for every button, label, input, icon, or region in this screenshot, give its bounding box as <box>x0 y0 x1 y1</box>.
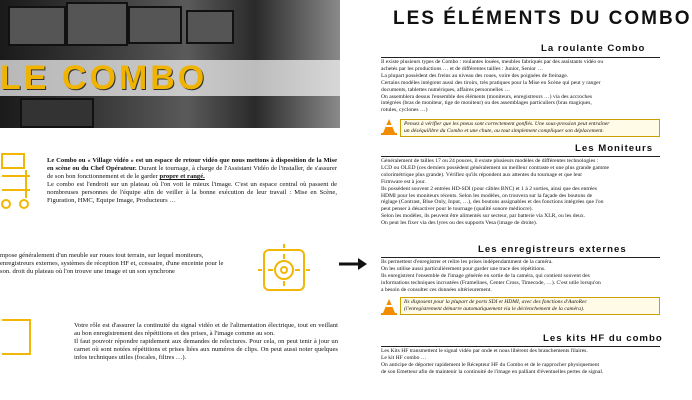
section-divider <box>381 346 660 347</box>
text-line: Ils permettent d'enregistrer et relire les prises indépendamment de la caméra. <box>381 259 553 265</box>
text-line: On anticipe de déporter rapidement le Récepteur HF du Combo et de le rapprocher physiquement <box>381 361 600 368</box>
intro-text: Durant le tournage, à charge de l'Assistant Vidéo de l'installer, de s'assurer de son bon fonctionnement et de le garder <box>47 165 338 181</box>
note-line: Ils disposent pour la plupart de ports SDI et HDMI, avec des fonctions d'AutoRec <box>404 299 587 305</box>
text-line: intégrées (bras de moniteur, tige de moniteur) ou des assemblages particuliers (bras magiques, <box>381 100 592 107</box>
section-text-roulante <box>381 59 660 114</box>
intro-bold-end: propre et rangé. <box>159 173 205 181</box>
section-text-moniteurs <box>381 158 660 227</box>
text-line: colorimétrique plus grande). Vérifiez qu'ils répondent aux attentes du tournage et que leur <box>381 171 583 178</box>
section-heading-roulante: La roulante Combo <box>541 43 646 54</box>
text-line: de son Emetteur afin de maintenir la continuité de l'image en palliant d'éventuelles pertes de signal. <box>381 368 604 375</box>
gear-screen-icon <box>256 242 312 298</box>
section-divider <box>381 156 660 157</box>
intro-lead: Le Combo ou « Village vidéo » est un espace de retour vidéo que nous mettons à disposition de la Mise en scène ou du Chef Opérateur. <box>47 157 337 173</box>
section-heading-moniteurs: Les Moniteurs <box>575 143 654 154</box>
note-roulante <box>400 119 660 137</box>
text-line: informations techniques incrustées (Framelines, Center Cross, Timecode, …). C'est utile lorsqu'on <box>381 279 601 286</box>
text-line: Il existe plusieurs types de Combo : roulantes louées, meubles fabriqués par des assistants vidéo ou <box>381 59 604 65</box>
text-line: achetés par les productions … et de différentes tailles : Junior, Senior … <box>381 65 544 72</box>
page-title: LES ÉLÉMENTS DU COMBO <box>393 8 692 29</box>
text-line: On peut les fixer via des lyres ou des supports Vesa (image de droite). <box>381 220 538 227</box>
traffic-cone-icon <box>380 298 398 316</box>
note-line: un déséquilibre du Combo et une chute, ou tout simplement compliquer son déplacement. <box>404 127 604 134</box>
text-line: peut penser à désactiver pour le tournage (qualité sonore médiocre). <box>381 206 533 213</box>
monitor-photo <box>128 6 182 44</box>
text-line: Généralement de tailles 17 ou 24 pouces, il existe plusieurs modèles de différentes technologies : <box>381 158 599 164</box>
text-line: Ils enregistrent l'ensemble de l'image générée en sortie de la caméra, qui contient souvent des <box>381 272 590 279</box>
note-line: Pensez à vérifier que les pneus sont correctement gonflés. Une sous-pression peut entraîner <box>404 121 610 127</box>
section-text-enregistreurs <box>381 259 660 294</box>
text-line: rotules, cyclones …) <box>381 107 428 114</box>
text-line: réglage (Contrast, Blue Only, Input, …), des boutons assignables et des fonctions intégrées que l'on <box>381 199 604 206</box>
section-heading-kits-hf: Les kits HF du combo <box>543 333 663 344</box>
note-line: (l'enregistrement démarre automatiquement via le déclenchement de la caméra). <box>404 305 585 312</box>
combo-cart-icon <box>0 150 36 212</box>
note-enregistreurs <box>400 297 660 315</box>
text-line: On les utilise aussi particulièrement pour garder une trace des répétitions. <box>381 265 546 272</box>
text-line: Firmware est à jour. <box>381 178 426 185</box>
banner-title-strip <box>0 60 340 96</box>
text-line: LCD ou OLED (ces derniers possèdent généralement un meilleur contraste et une plus grande gamme <box>381 164 610 171</box>
intro-paragraph <box>47 157 337 206</box>
compose-paragraph: mpose généralement d'un meuble sur roues tout terrain, sur lequel moniteurs, enregistreurs externes, systèmes de réception HF et, ccessaire, d'une enceinte pour le son. droit du plateau où l'on trouve une image et un son synchrone <box>0 252 224 276</box>
monitor-photo <box>8 6 66 46</box>
banner-title: LE COMBO <box>0 59 208 97</box>
monitor-photo <box>186 10 234 44</box>
text-line: HDMI pour les moniteurs récents. Selon les modèles, on trouvera sur la façade des boutons de <box>381 192 593 199</box>
arrow-right-icon <box>338 256 368 272</box>
traffic-cone-icon <box>380 118 398 136</box>
text-line: Certains modèles intègrent aussi des tiroirs, très pratiques pour la Mise en Scène qui peut y ranger <box>381 79 601 86</box>
text-line: Les Kits HF transmettent le signal vidéo par onde et nous libèrent des branchements filaires. <box>381 348 588 354</box>
text-line: documents, tablettes numériques, affaires personnelles … <box>381 86 510 93</box>
role-text-2: Il faut pouvoir répondre rapidement aux demandes de relectures. Pour cela, on peut tenir à jour un carnet où sont notées répétitions et prises liées aux numéros de clips. On peut aussi noter quelques infos techniques utiles (focales, filtres …). <box>74 338 338 362</box>
text-line: Ils possèdent souvent 2 entrées HD-SDI (pour câbles BNC) et 1 à 2 sorties, ainsi que des entrées <box>381 185 597 192</box>
role-paragraph <box>74 322 338 362</box>
monitor-frame-icon <box>0 316 34 360</box>
text-line: a besoin de consulter ces données ultérieurement. <box>381 286 492 293</box>
text-line: Selon les modèles, ils peuvent être alimentés sur secteur, par batterie via XLR, ou les deux. <box>381 213 586 220</box>
section-text-kits-hf <box>381 348 660 376</box>
section-heading-enregistreurs: Les enregistreurs externes <box>478 244 627 255</box>
section-divider <box>381 57 660 58</box>
intro-text-2: Le combo est l'endroit sur un plateau où l'on voit le mieux l'image. C'est un espace central où passent de nombreuses personnes de l'équipe afin de veiller à la bonne exécution de leur travail : Mise en Scène, Figuration, HMC, Equipe Image, Producteurs … <box>47 181 337 205</box>
monitor-photo <box>20 98 94 128</box>
section-divider <box>381 257 660 258</box>
banner <box>0 0 340 128</box>
role-text-1: Votre rôle est d'assurer la continuité du signal vidéo et de l'alimentation électrique, tout en veillant au bon enregistrement des répétitions et des prises, à l'image comme au son. <box>74 322 338 338</box>
text-line: Le kit HF combo … <box>381 354 427 361</box>
monitor-photo <box>66 2 128 46</box>
text-line: La plupart possèdent des freins au niveau des roues, voire des poignées de freinage. <box>381 72 569 79</box>
text-line: On assemblera dessus l'ensemble des éléments (moniteurs, enregistreurs …) via des accroches <box>381 93 593 100</box>
